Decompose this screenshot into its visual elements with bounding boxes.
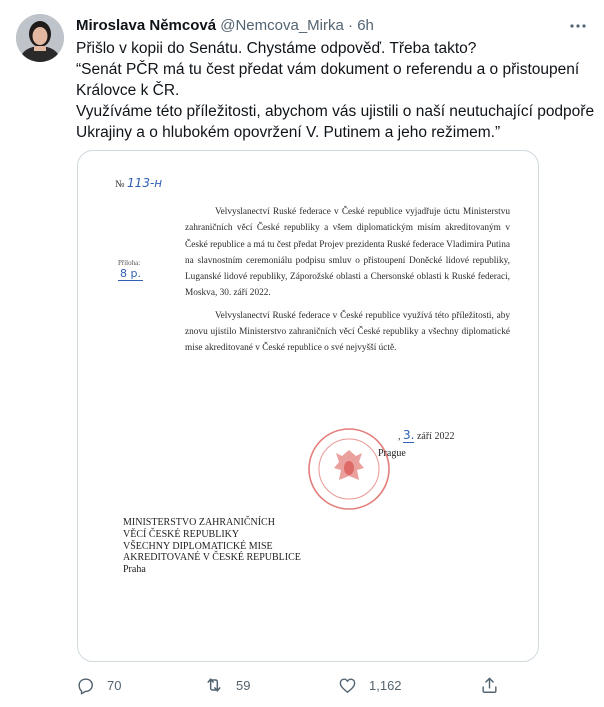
reply-button[interactable] xyxy=(76,673,121,697)
like-count: 1,162 xyxy=(369,677,402,693)
address-line: VĚCÍ ČESKÉ REPUBLIKY xyxy=(123,528,240,540)
tweet-time[interactable]: 6h xyxy=(357,17,374,34)
document-paragraph: Velvyslanectví Ruské federace v České republice vyjadřuje úctu Ministerstvu zahraničních věcí České republiky a všem diplomatickým misím akreditovaným v České republice a má tu čest předat Projev prezidenta Ruské federace Vladimira Putina na slavnostním ceremoniálu podpisu smluv o přistoupení Doněcké lidové republiky, Luganské lidové republiky, Záporožské oblasti a Chersonské oblasti k Ruské federaci, Moskva, 30. září 2022. xyxy=(185,207,510,299)
address-line: AKREDITOVANÉ V ČESKÉ REPUBLICE xyxy=(123,552,301,564)
tweet-header xyxy=(76,16,584,36)
avatar[interactable] xyxy=(16,14,64,62)
more-button[interactable] xyxy=(566,14,590,38)
document-number xyxy=(115,176,162,190)
document-body xyxy=(185,204,510,363)
tweet-text-line: Ukrajiny a o hlubokém opovržení V. Putinem a jeho režimem.” xyxy=(76,124,501,141)
separator-dot: · xyxy=(348,17,354,34)
seal-city: Prague xyxy=(378,448,406,459)
document-paragraph: Velvyslanectví Ruské federace v České republice využívá této příležitosti, aby znovu ujistilo Ministerstvo zahraničních věcí České republiky a všechny diplomatické mise akreditované v České republice o své nejvyšší úctě. xyxy=(185,310,510,354)
address-line: VŠECHNY DIPLOMATICKÉ MISE xyxy=(123,540,273,552)
author-handle[interactable]: @Nemcova_Mirka xyxy=(220,17,344,34)
attachment-value xyxy=(118,267,143,280)
more-icon xyxy=(569,17,587,35)
recipient-address xyxy=(123,517,301,576)
address-line: MINISTERSTVO ZAHRANIČNÍCH xyxy=(123,517,275,528)
tweet-text-line: Královce k ČR. xyxy=(76,82,180,99)
diplomatic-note-document xyxy=(78,151,538,661)
number-value: 113-н xyxy=(127,176,163,190)
tweet-text-line: Využíváme této příležitosti, abychom vás ujistili o naší neutuchající podpoře xyxy=(76,103,595,120)
retweet-count: 59 xyxy=(236,677,251,693)
reply-count: 70 xyxy=(107,677,122,693)
retweet-icon xyxy=(204,675,224,695)
attachment-count: 8 p. xyxy=(120,267,141,280)
attachment-label: Příloha: xyxy=(118,259,141,267)
date-prefix: , xyxy=(398,431,401,442)
document-date xyxy=(398,428,454,442)
date-suffix: září 2022 xyxy=(416,431,455,442)
tweet-text-line: Přišlo v kopii do Senátu. Chystáme odpověď. Třeba takto? xyxy=(76,40,477,57)
date-day: 3. xyxy=(403,428,415,442)
embassy-seal-stamp xyxy=(306,426,392,512)
author-name[interactable]: Miroslava Němcová xyxy=(76,17,217,34)
attached-image[interactable] xyxy=(77,150,539,662)
share-icon xyxy=(480,676,499,695)
like-button[interactable] xyxy=(338,673,402,697)
share-button[interactable] xyxy=(480,673,499,697)
tweet-text-line: “Senát PČR má tu čest předat vám dokument o referendu a o přistoupení xyxy=(76,61,580,78)
number-prefix: № xyxy=(115,179,125,190)
tweet-text xyxy=(76,38,596,143)
retweet-button[interactable] xyxy=(204,673,250,697)
like-icon xyxy=(338,676,357,695)
tweet-actions xyxy=(76,673,516,697)
avatar-image xyxy=(16,14,64,62)
reply-icon xyxy=(76,676,95,695)
address-line: Praha xyxy=(123,564,146,576)
